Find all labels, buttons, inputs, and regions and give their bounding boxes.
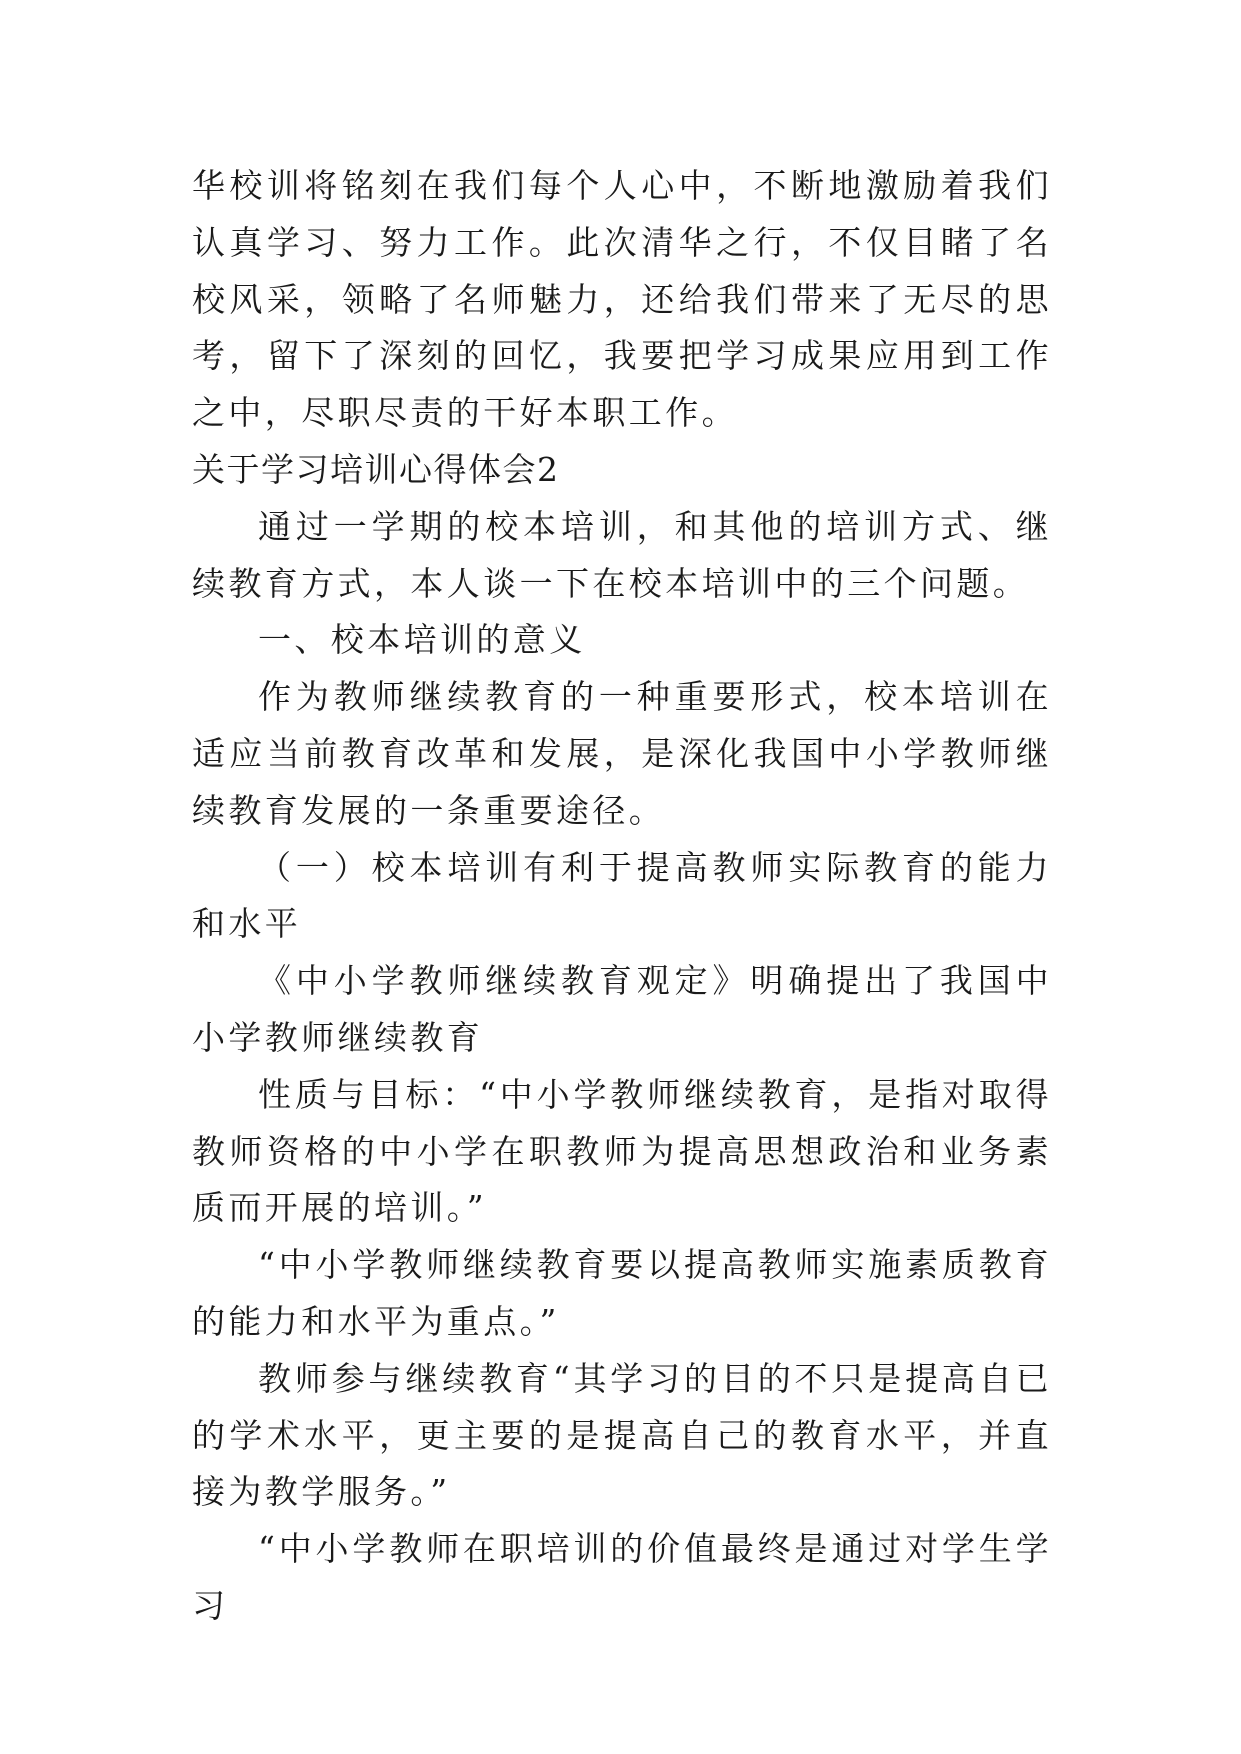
section-heading: 关于学习培训心得体会2 <box>192 449 560 489</box>
subheading-point-one: （一）校本培训有利于提高教师实际教育的能力和水平 <box>192 847 1052 944</box>
subheading-significance: 一、校本培训的意义 <box>258 620 586 660</box>
paragraph-learning-purpose: 教师参与继续教育“其学习的目的不只是提高自已的学术水平，更主要的是提高自己的教育水平，并直接为教学服务。” <box>192 1358 1052 1512</box>
paragraph-significance: 作为教师继续教育的一种重要形式，校本培训在适应当前教育改革和发展，是深化我国中小学教师继续教育发展的一条重要途径。 <box>192 677 1052 830</box>
paragraph-nature-goal: 性质与目标：“中小学教师继续教育，是指对取得教师资格的中小学在职教师为提高思想政治和业务素质而开展的培训。” <box>192 1074 1052 1228</box>
document-body <box>192 158 1052 1635</box>
paragraph-intro: 通过一学期的校本培训，和其他的培训方式、继续教育方式，本人谈一下在校本培训中的三个问题。 <box>192 506 1052 603</box>
paragraph-continuation: 华校训将铭刻在我们每个人心中，不断地激励着我们认真学习、努力工作。此次清华之行，不仅目睹了名校风采，领略了名师魅力，还给我们带来了无尽的思考，留下了深刻的回忆，我要把学习成果应用到工作之中，尽职尽责的干好本职工作。 <box>192 166 1052 433</box>
paragraph-regulation: 《中小学教师继续教育观定》明确提出了我国中小学教师继续教育 <box>192 961 1052 1057</box>
paragraph-quote-focus: “中小学教师继续教育要以提高教师实施素质教育的能力和水平为重点。” <box>192 1245 1052 1341</box>
paragraph-training-value: “中小学教师在职培训的价值最终是通过对学生学习 <box>192 1529 1052 1625</box>
